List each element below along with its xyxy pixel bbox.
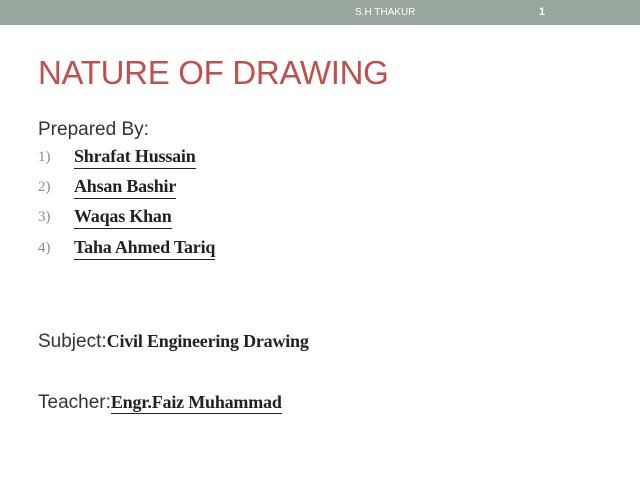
member-name: Ahsan Bashir — [74, 176, 176, 199]
author-label: S.H THAKUR — [355, 7, 416, 18]
subject-line — [38, 331, 309, 353]
teacher-label: Teacher: — [38, 392, 111, 413]
slide-number: 1 — [539, 6, 546, 18]
member-name: Shrafat Hussain — [74, 146, 196, 169]
subject-label: Subject: — [38, 331, 107, 352]
prepared-by-label: Prepared By: — [38, 119, 149, 140]
teacher-value: Engr.Faiz Muhammad — [110, 392, 282, 412]
slide-title: NATURE OF DRAWING — [38, 54, 389, 91]
header-bar — [0, 0, 640, 25]
list-number: 2) — [38, 179, 51, 195]
list-number: 1) — [38, 149, 51, 165]
list-number: 4) — [38, 240, 51, 256]
teacher-line — [38, 392, 282, 414]
subject-value: Civil Engineering Drawing — [106, 331, 309, 351]
member-name: Waqas Khan — [74, 206, 172, 229]
member-name: Taha Ahmed Tariq — [74, 237, 215, 260]
list-number: 3) — [38, 209, 51, 225]
